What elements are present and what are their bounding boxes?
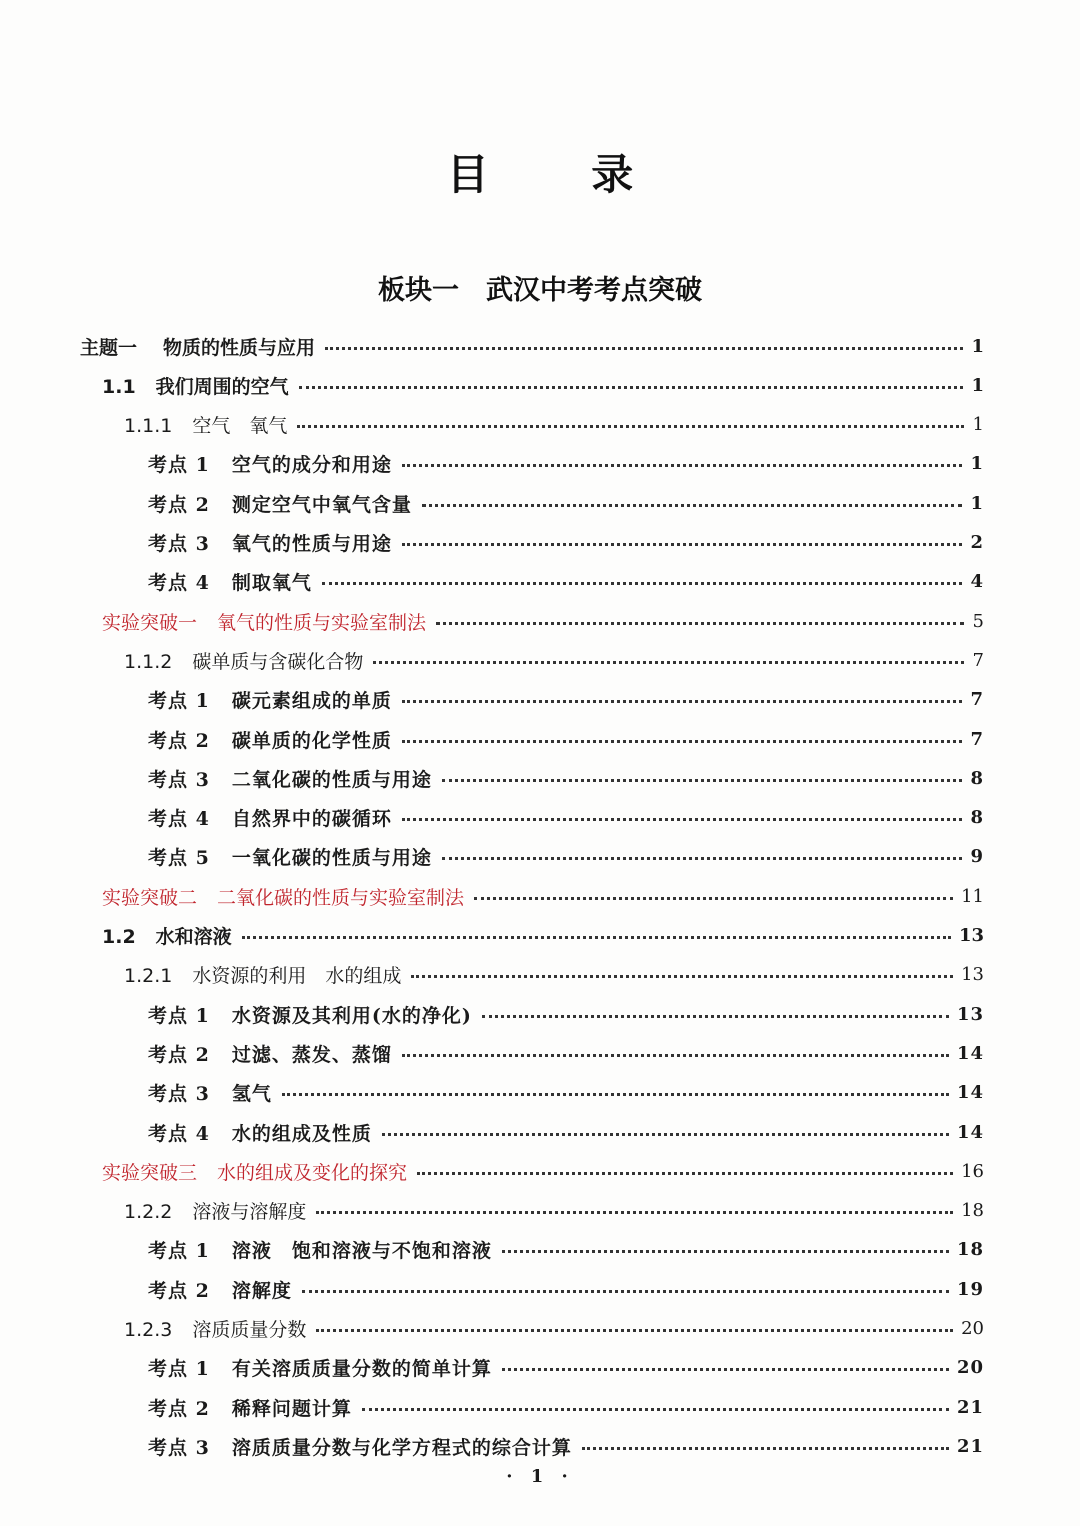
toc-entry-title: 碳单质与含碳化合物: [192, 650, 364, 673]
toc-entry-label: [148, 490, 412, 517]
toc-entry-page-number: 1: [971, 374, 984, 396]
toc-entry[interactable]: [102, 1152, 984, 1190]
toc-entry-number: 1.1: [102, 375, 136, 398]
toc-entry-page-number: 21: [956, 1435, 984, 1457]
toc-entry-page-number: 8: [970, 807, 984, 829]
toc-entry-label: [148, 1001, 472, 1028]
dot-leader: [299, 386, 964, 389]
toc-entry-label: [102, 1158, 407, 1185]
section-heading: 板块一 武汉中考考点突破: [378, 275, 702, 306]
toc-entry[interactable]: [124, 1192, 984, 1230]
toc-entry-page-number: 19: [956, 1278, 984, 1300]
toc-entry-title: 水资源及其利用(水的净化): [231, 1004, 472, 1027]
toc-entry-title: 溶质质量分数: [192, 1319, 307, 1341]
toc-entry[interactable]: [124, 406, 984, 444]
dot-leader: [362, 1408, 949, 1411]
toc-entry-label: [102, 608, 426, 635]
dot-leader: [302, 1290, 949, 1293]
dot-leader: [402, 700, 963, 703]
toc-entry[interactable]: [148, 1113, 984, 1151]
toc-entry-label: [148, 1079, 272, 1106]
toc-entry-number: 考点 2: [148, 1397, 210, 1420]
toc-entry-page-number: 16: [961, 1160, 984, 1182]
toc-entry[interactable]: [102, 877, 984, 915]
toc-entry-page-number: 14: [956, 1121, 984, 1143]
toc-entry-title: 溶质质量分数与化学方程式的综合计算: [231, 1436, 572, 1459]
toc-entry-page-number: 14: [956, 1042, 984, 1064]
toc-entry[interactable]: [148, 1388, 984, 1426]
toc-entry-number: 1.2.3: [124, 1319, 173, 1341]
toc-entry-label: [102, 922, 232, 949]
dot-leader: [402, 464, 963, 467]
toc-entry[interactable]: [102, 917, 984, 955]
toc-entry-title: 一氧化碳的性质与用途: [231, 847, 432, 870]
dot-leader: [436, 622, 964, 625]
toc-entry-title: 制取氧气: [231, 572, 312, 595]
toc-entry-number: 实验突破一: [102, 611, 198, 634]
toc-entry-title: 自然界中的碳循环: [231, 808, 392, 831]
toc-entry-number: 考点 4: [148, 1122, 210, 1145]
toc-entry-number: 主题一: [80, 336, 138, 359]
toc-entry-label: [148, 1040, 392, 1067]
toc-entry[interactable]: [148, 1074, 984, 1112]
dot-leader: [442, 857, 963, 860]
toc-entry[interactable]: [124, 956, 984, 994]
toc-entry-page-number: 14: [956, 1082, 984, 1104]
toc-entry-label: [148, 1119, 372, 1146]
toc-entry-title: 过滤、蒸发、蒸馏: [231, 1043, 392, 1066]
toc-entry[interactable]: [124, 1310, 984, 1348]
toc-entry[interactable]: [148, 563, 984, 601]
dot-leader: [411, 975, 953, 978]
toc-entry-number: 考点 2: [148, 1279, 210, 1302]
toc-entry-title: 水和溶液: [155, 926, 232, 948]
toc-entry-page-number: 7: [972, 649, 984, 671]
toc-entry-page-number: 9: [970, 846, 984, 868]
toc-entry-label: [148, 1394, 352, 1421]
toc-entry[interactable]: [148, 1427, 984, 1465]
toc-entry[interactable]: [148, 484, 984, 522]
toc-entry-number: 考点 2: [148, 493, 210, 516]
toc-entry-label: [148, 686, 392, 713]
toc-entry-label: [148, 1354, 492, 1381]
toc-entry-number: 考点 1: [148, 1358, 210, 1381]
toc-entry-page-number: 7: [970, 689, 984, 711]
toc-entry-label: [124, 647, 363, 674]
toc-entry-title: 二氧化碳的性质与用途: [231, 768, 432, 791]
dot-leader: [242, 936, 951, 939]
toc-entry-title: 水的组成及性质: [231, 1122, 372, 1145]
toc-entry-page-number: 4: [970, 571, 984, 593]
toc-entry-label: [148, 1236, 492, 1263]
toc-entry-number: 1.1.1: [124, 415, 173, 438]
toc-entry-page-number: 13: [958, 925, 984, 946]
toc-entry-title: 氧气的性质与用途: [231, 533, 392, 555]
toc-entry-label: [148, 726, 392, 753]
toc-entry-page-number: 1: [970, 453, 984, 475]
toc-entry-page-number: 2: [970, 532, 984, 553]
toc-entry-number: 考点 1: [148, 690, 210, 713]
toc-entry-title: 碳单质的化学性质: [231, 729, 392, 752]
dot-leader: [316, 1211, 953, 1214]
toc-entry-page-number: 13: [956, 1003, 984, 1025]
toc-entry-label: [80, 333, 315, 360]
toc-entry-title: 氢气: [231, 1083, 272, 1106]
toc-entry-title: 物质的性质与应用: [163, 336, 316, 359]
dot-leader: [482, 1015, 949, 1018]
dot-leader: [417, 1172, 953, 1175]
toc-entry-label: [148, 765, 432, 792]
dot-leader: [402, 1054, 949, 1057]
toc-entry-title: 溶液与溶解度: [192, 1201, 307, 1224]
dot-leader: [402, 818, 963, 821]
toc-entry[interactable]: [80, 327, 984, 365]
toc-entry-title: 水资源的利用 水的组成: [192, 965, 402, 988]
dot-leader: [325, 347, 963, 350]
toc-entry-label: [148, 843, 432, 870]
toc-entry-page-number: 7: [970, 728, 984, 750]
dot-leader: [297, 425, 964, 428]
toc-entry-page-number: 11: [961, 885, 984, 907]
toc-entry[interactable]: [148, 1270, 984, 1308]
toc-entry-page-number: 5: [972, 610, 984, 632]
toc-entry-label: [148, 1276, 292, 1303]
toc-entry-number: 1.2.2: [124, 1201, 173, 1224]
toc-entry[interactable]: [148, 799, 984, 837]
toc-entry-number: 考点 5: [148, 847, 210, 870]
toc-entry-title: 稀释问题计算: [231, 1397, 352, 1420]
toc-entry-title: 二氧化碳的性质与实验室制法: [217, 886, 465, 909]
toc-entry-number: 考点 1: [148, 454, 210, 477]
toc-entry-number: 实验突破三: [102, 1161, 198, 1184]
dot-leader: [373, 661, 964, 664]
dot-leader: [402, 543, 963, 546]
toc-entry-title: 测定空气中氧气含量: [231, 493, 412, 516]
toc-entry-number: 考点 2: [148, 1043, 210, 1066]
toc-entry-page-number: 21: [956, 1396, 984, 1418]
toc-entry-number: 考点 1: [148, 1004, 210, 1027]
toc-entry-label: [148, 529, 392, 556]
toc-entry[interactable]: [102, 366, 984, 404]
toc-entry[interactable]: [124, 641, 984, 679]
toc-entry-page-number: 18: [961, 1200, 984, 1222]
toc-entry-label: [148, 568, 312, 595]
toc-entry-title: 氧气的性质与实验室制法: [217, 611, 427, 634]
dot-leader: [422, 504, 963, 507]
toc-entry-number: 考点 3: [148, 533, 210, 555]
toc-entry[interactable]: [148, 1034, 984, 1072]
toc-entry-number: 实验突破二: [102, 886, 198, 909]
toc-entry[interactable]: [148, 759, 984, 797]
toc-entry-label: [124, 961, 401, 988]
toc-entry[interactable]: [148, 720, 984, 758]
toc-entry[interactable]: [148, 995, 984, 1033]
toc-entry-label: [102, 372, 289, 399]
toc-entry-page-number: 1: [971, 335, 984, 357]
toc-entry-title: 溶解度: [231, 1279, 292, 1302]
page-number-footer: · 1 ·: [506, 1466, 574, 1487]
dot-leader: [474, 897, 953, 900]
toc-entry-label: [102, 883, 464, 910]
toc-entry-title: 水的组成及变化的探究: [217, 1161, 408, 1184]
toc-entry-label: [148, 804, 392, 831]
dot-leader: [502, 1250, 949, 1253]
dot-leader: [282, 1093, 949, 1096]
toc-entry[interactable]: [148, 838, 984, 876]
toc-entry-number: 1.1.2: [124, 650, 173, 673]
toc-entry[interactable]: [148, 445, 984, 483]
toc-entry-number: 考点 4: [148, 572, 210, 595]
toc-entry-page-number: 20: [956, 1357, 984, 1379]
toc-entry-title: 碳元素组成的单质: [231, 690, 392, 713]
toc-entry-number: 考点 3: [148, 1083, 210, 1106]
toc-entry[interactable]: [148, 1349, 984, 1387]
dot-leader: [502, 1368, 949, 1371]
toc-entry-page-number: 20: [961, 1318, 984, 1339]
dot-leader: [582, 1447, 949, 1450]
toc-entry-page-number: 8: [970, 767, 984, 789]
toc-entry-label: [148, 1433, 572, 1460]
toc-entry[interactable]: [102, 602, 984, 640]
toc-entry-number: 考点 3: [148, 768, 210, 791]
toc-entry-number: 考点 1: [148, 1240, 210, 1263]
toc-entry-number: 考点 2: [148, 729, 210, 752]
toc-entry-title: 空气 氧气: [192, 415, 288, 438]
toc-entry[interactable]: [148, 681, 984, 719]
toc-entry-title: 溶液 饱和溶液与不饱和溶液: [231, 1240, 492, 1263]
toc-entry-number: 1.2.1: [124, 965, 173, 988]
toc-entry-label: [148, 450, 392, 477]
dot-leader: [382, 1133, 949, 1136]
toc-entry[interactable]: [148, 524, 984, 562]
toc-entry-label: [124, 1197, 306, 1224]
toc-entry-page-number: 1: [972, 414, 984, 436]
page-title: 目 录: [446, 150, 678, 199]
toc-entry-page-number: 18: [956, 1239, 984, 1261]
toc-entry-title: 我们周围的空气: [155, 375, 289, 398]
toc-entry-number: 考点 3: [148, 1436, 210, 1459]
toc-entry-number: 考点 4: [148, 808, 210, 831]
dot-leader: [316, 1329, 953, 1332]
toc-entry-label: [124, 411, 287, 438]
toc-entry-page-number: 13: [961, 964, 984, 986]
toc-entry-page-number: 1: [970, 492, 984, 514]
toc-entry-title: 有关溶质质量分数的简单计算: [231, 1358, 492, 1381]
toc-entry[interactable]: [148, 1231, 984, 1269]
toc-entry-title: 空气的成分和用途: [231, 454, 392, 477]
toc-entry-number: 1.2: [102, 926, 136, 948]
dot-leader: [402, 740, 963, 743]
dot-leader: [442, 779, 963, 782]
dot-leader: [322, 582, 963, 585]
toc-entry-label: [124, 1315, 306, 1342]
